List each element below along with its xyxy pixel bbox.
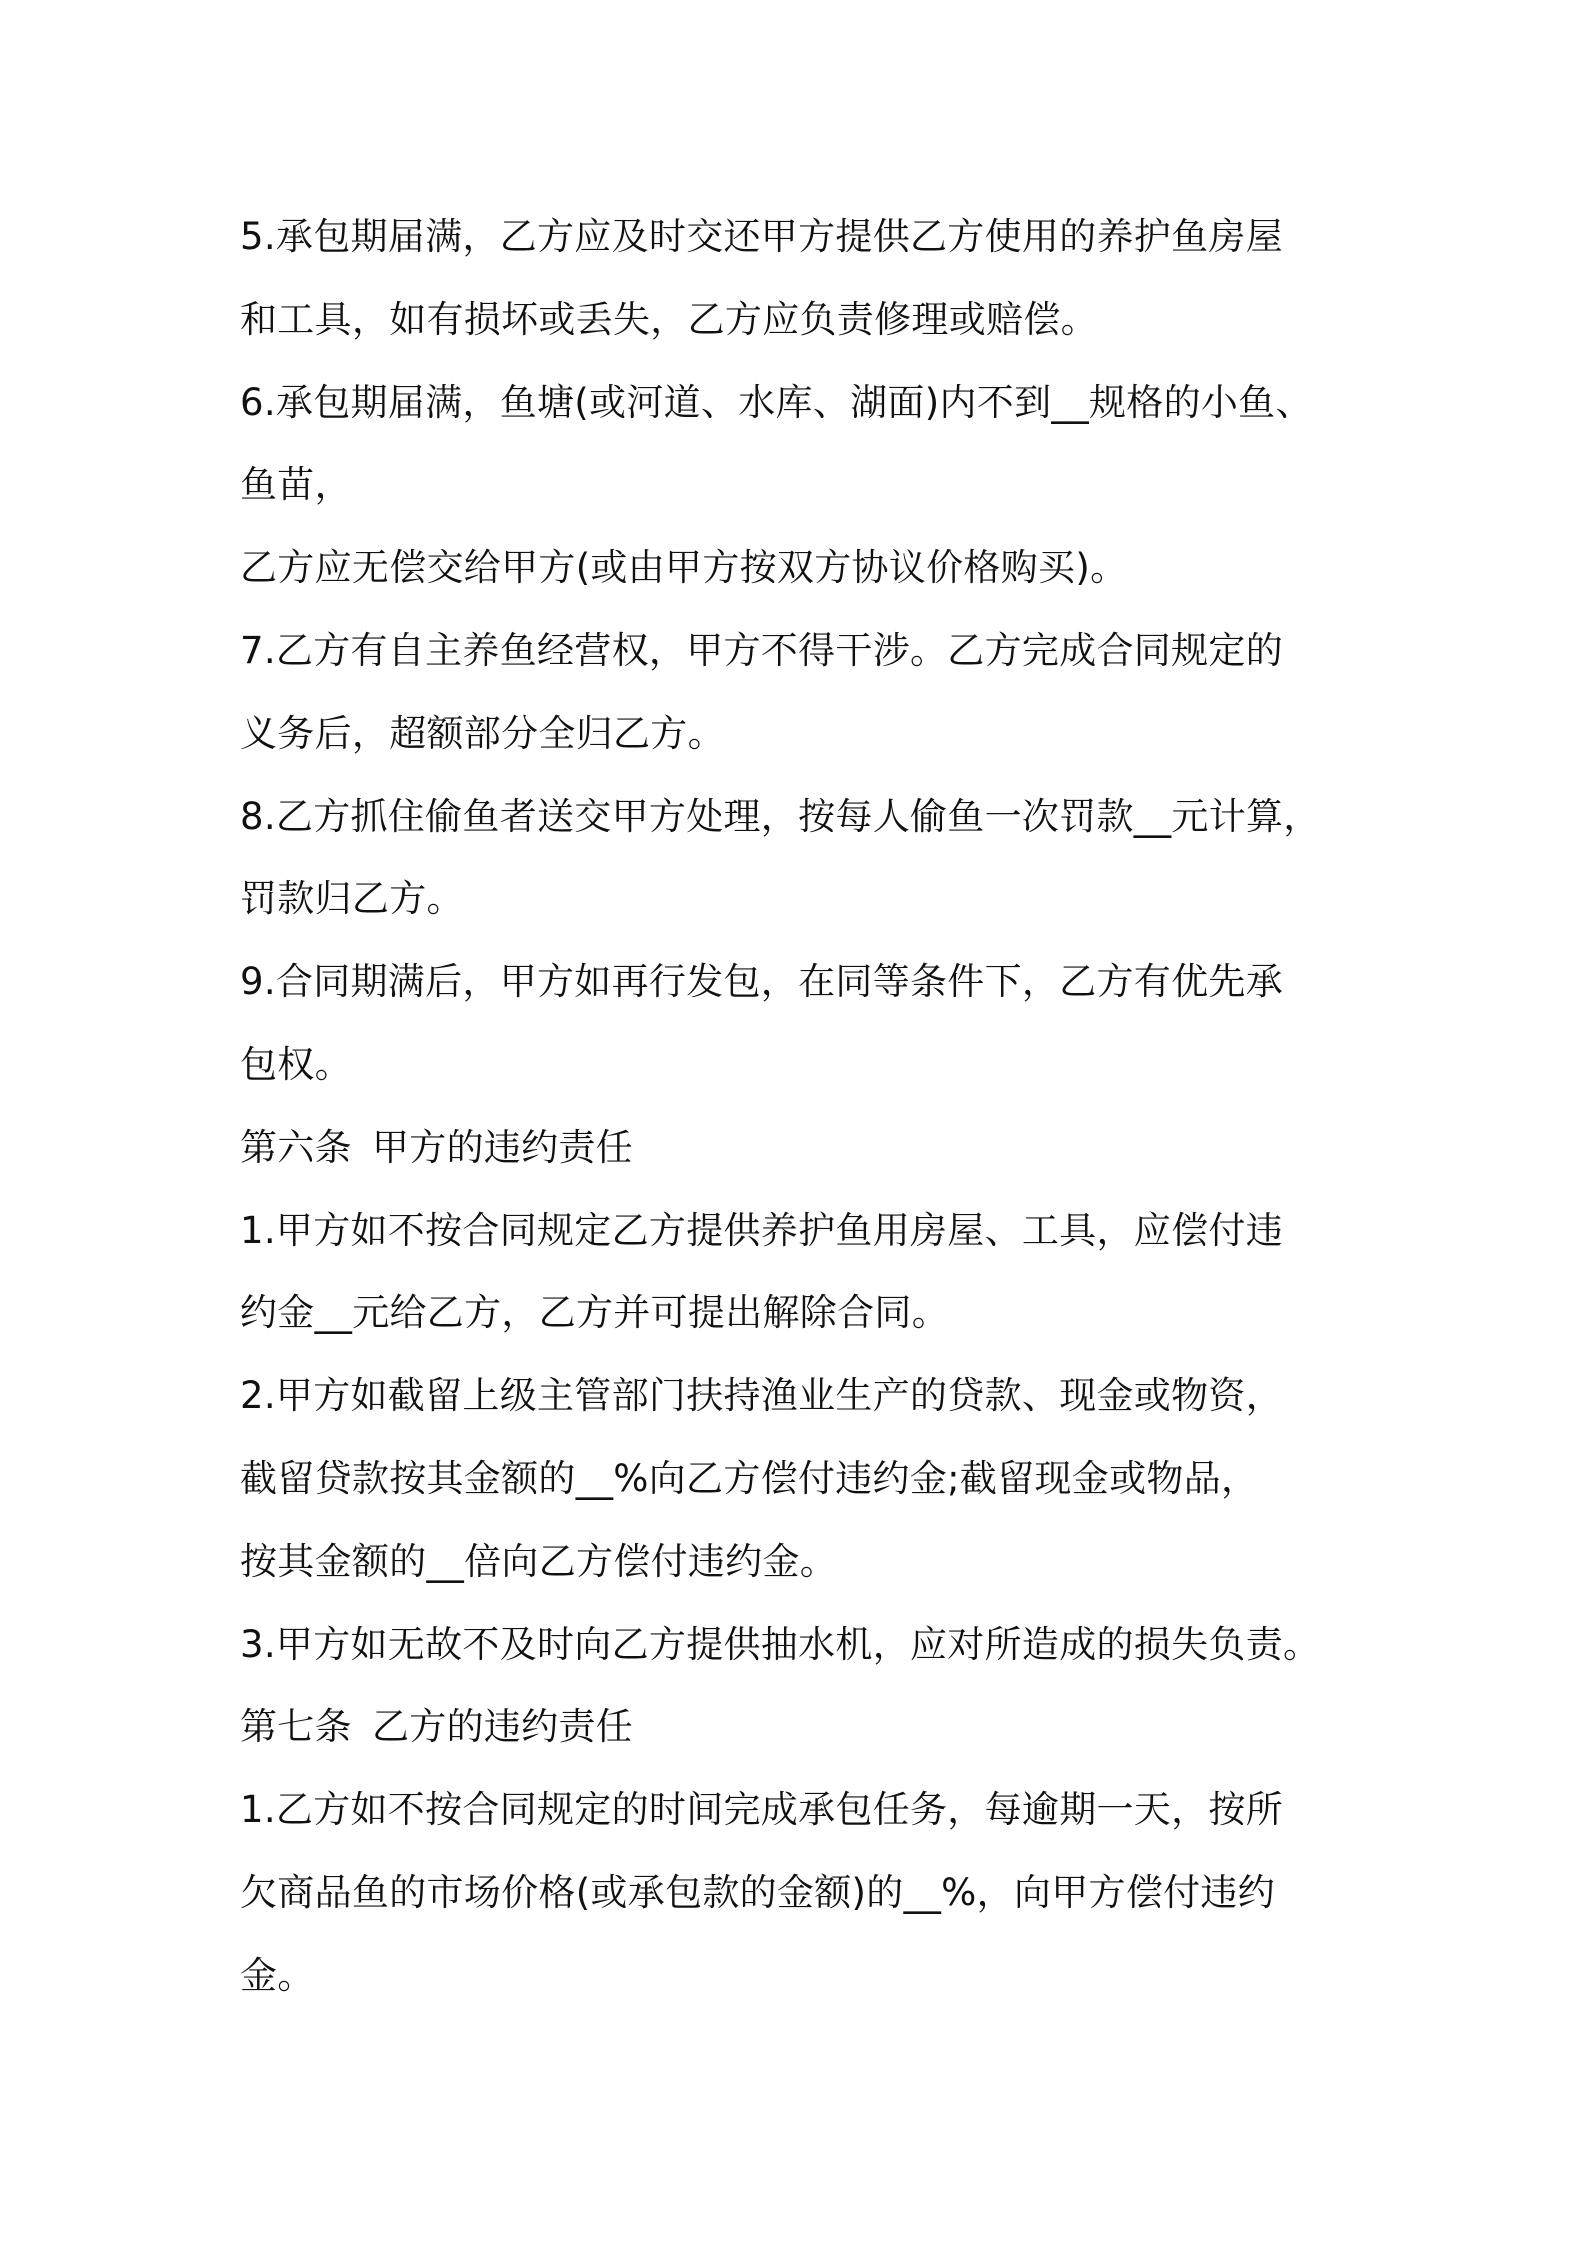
article-title: 甲方的违约责任 xyxy=(372,1125,634,1169)
article-7-heading xyxy=(240,1686,1370,1769)
text-line: 按其金额的__倍向乙方偿付违约金。 xyxy=(240,1539,838,1583)
text-line: 罚款归乙方。 xyxy=(240,877,464,921)
document-body xyxy=(240,196,1370,2018)
text-line: 义务后，超额部分全归乙方。 xyxy=(240,711,725,755)
text-line: 2.甲方如截留上级主管部门扶持渔业生产的贷款、现金或物资， xyxy=(240,1374,1283,1418)
text-line: 9.合同期满后，甲方如再行发包，在同等条件下，乙方有优先承 xyxy=(240,960,1283,1004)
text-line: 和工具，如有损坏或丢失，乙方应负责修理或赔偿。 xyxy=(240,297,1098,341)
text-line: 1.甲方如不按合同规定乙方提供养护鱼用房屋、工具，应偿付违 xyxy=(240,1208,1283,1252)
article-number: 第七条 xyxy=(240,1705,352,1749)
text-line: 8.乙方抓住偷鱼者送交甲方处理，按每人偷鱼一次罚款__元计算， xyxy=(240,794,1321,838)
article-number: 第六条 xyxy=(240,1125,352,1169)
text-line: 约金__元给乙方，乙方并可提出解除合同。 xyxy=(240,1291,949,1335)
text-line: 6.承包期届满，鱼塘(或河道、水库、湖面)内不到__规格的小鱼、 xyxy=(240,380,1313,424)
article-title: 乙方的违约责任 xyxy=(372,1705,634,1749)
text-line: 3.甲方如无故不及时向乙方提供抽水机，应对所造成的损失负责。 xyxy=(240,1622,1321,1666)
text-line: 7.乙方有自主养鱼经营权，甲方不得干涉。乙方完成合同规定的 xyxy=(240,628,1283,672)
text-line: 鱼苗， xyxy=(240,463,352,507)
text-line: 欠商品鱼的市场价格(或承包款的金额)的__%，向甲方偿付违约 xyxy=(240,1870,1276,1914)
text-line: 1.乙方如不按合同规定的时间完成承包任务，每逾期一天，按所 xyxy=(240,1788,1283,1832)
text-line: 包权。 xyxy=(240,1042,352,1086)
article-6-heading xyxy=(240,1107,1370,1190)
text-line: 截留贷款按其金额的__%向乙方偿付违约金;截留现金或物品， xyxy=(240,1456,1259,1500)
text-line: 乙方应无偿交给甲方(或由甲方按双方协议价格购买)。 xyxy=(240,546,1128,590)
text-line: 金。 xyxy=(240,1953,315,1997)
text-line: 5.承包期届满，乙方应及时交还甲方提供乙方使用的养护鱼房屋 xyxy=(240,215,1283,258)
